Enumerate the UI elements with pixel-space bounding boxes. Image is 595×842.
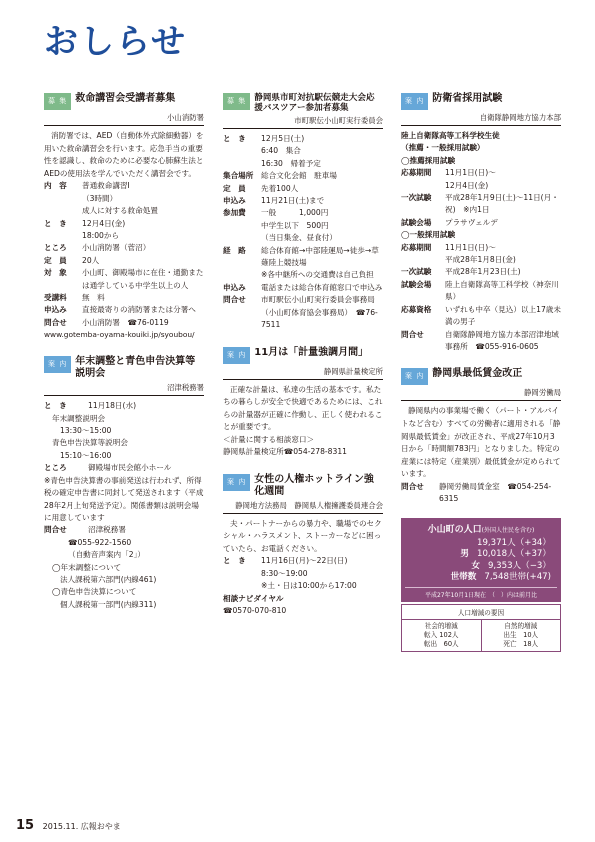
row-value: 中学生以下 500円 — [261, 220, 329, 230]
row-value: 一般 1,000円 — [261, 208, 329, 218]
row-value: 11月18日(水) — [88, 401, 137, 411]
detail-line: （自動音声案内「2」） — [68, 550, 145, 560]
detail-row — [401, 242, 561, 254]
notice-cpr-course — [44, 90, 204, 341]
row-label: 申込み — [223, 282, 246, 292]
row-value: 静岡労働局賃金室 ☎054-254-6315 — [439, 481, 552, 504]
page-number: 15 — [16, 818, 35, 833]
detail-row — [401, 254, 561, 266]
notice-title: 女性の人権ホットライン強化週間 — [254, 473, 374, 497]
row-value: （当日集金、昼食付） — [261, 233, 337, 243]
detail-row — [223, 555, 383, 567]
row-value: 11月1日(日)～ — [445, 242, 496, 252]
detail-rows — [223, 555, 383, 592]
detail-row — [44, 180, 204, 192]
notice-tax-briefing — [44, 353, 204, 611]
row-value: 沼津税務署 — [88, 525, 126, 535]
detail-line: ◯推薦採用試験 — [401, 155, 456, 165]
row-label: 参加費 — [223, 208, 246, 218]
row-label — [223, 145, 261, 157]
population-female — [405, 561, 557, 573]
row-value: プラサヴェルデ — [445, 217, 498, 227]
row-value: 御殿場市民会館小ホール — [88, 463, 172, 473]
row-label — [223, 220, 261, 232]
row-label: 応募期間 — [401, 242, 432, 252]
population-households — [405, 572, 557, 584]
row-value: 9,353人（−3） — [487, 560, 551, 571]
notice-title: 防衛省採用試験 — [432, 93, 503, 104]
organizer: 自衛隊静岡地方協力本部 — [401, 110, 561, 126]
row-value: 18:00から — [82, 231, 120, 240]
population-title-note: (外国人住民を含む) — [481, 526, 535, 534]
detail-row — [401, 481, 561, 506]
detail-row — [223, 207, 383, 219]
detail-row — [44, 524, 204, 536]
detail-row — [223, 568, 383, 580]
row-label — [223, 158, 261, 170]
detail-row — [223, 133, 383, 145]
row-label — [401, 180, 445, 192]
detail-rows — [223, 133, 383, 332]
row-value: 総合文化会館 駐車場 — [261, 171, 337, 181]
detail-rows — [401, 130, 561, 353]
row-value: 12月4日(金) — [445, 180, 489, 190]
row-value: 平成28年1月8日(金) — [445, 255, 516, 265]
move-out: 転出 60人 — [423, 639, 459, 648]
column-3 — [401, 90, 561, 652]
row-value: 8:30～19:00 — [261, 568, 308, 578]
notice-measurement-month — [223, 344, 383, 459]
detail-row — [44, 462, 204, 474]
row-key: 女 — [471, 560, 480, 571]
detail-row — [44, 193, 204, 205]
row-label — [223, 580, 261, 592]
detail-row — [223, 170, 383, 182]
row-value: 平成28年1月9日(土)～11日(月・祝) ※内1日 — [445, 193, 559, 215]
column-1 — [44, 90, 204, 623]
row-value: 11月16日(月)～22日(日) — [261, 556, 348, 566]
detail-row — [223, 269, 383, 281]
row-label — [223, 232, 261, 244]
row-value: ※各中継所への交通費は自己負担 — [261, 270, 374, 280]
hotline-number: ☎0570-070-810 — [223, 606, 287, 616]
row-value: ※土・日は10:00から17:00 — [261, 581, 357, 591]
row-value: 20人 — [82, 255, 100, 265]
detail-row — [223, 580, 383, 592]
hotline-label: 相談ナビダイヤル — [223, 593, 284, 603]
organizer: 静岡県計量検定所 — [223, 364, 383, 380]
detail-row — [401, 192, 561, 217]
row-value: いずれも中卒（見込）以上17歳未満の男子 — [445, 304, 561, 327]
detail-row — [223, 158, 383, 170]
organizer: 小山消防署 — [44, 110, 204, 126]
category-badge: 案 内 — [44, 356, 71, 373]
row-label: 集合場所 — [223, 171, 254, 181]
detail-row — [44, 304, 204, 316]
row-value: 11月1日(日)～ — [445, 168, 496, 178]
detail-row — [223, 183, 383, 195]
notice-title: 静岡県市町対抗駅伝競走大会応援バスツアー参加者募集 — [254, 93, 375, 113]
organizer: 静岡労働局 — [401, 385, 561, 401]
row-label: 一次試験 — [401, 267, 432, 277]
detail-line: 13:30～15:00 — [60, 426, 112, 436]
detail-line: 法人課税第六部門(内線461) — [60, 574, 157, 584]
page-footer — [16, 818, 121, 833]
row-value: 総合体育館→中部陸運局→徒歩→草薙陸上競技場 — [261, 245, 379, 268]
row-value: 11月21日(土)まで — [261, 196, 325, 206]
detail-row — [223, 294, 383, 331]
notice-body: 消防署では、AED（自動体外式除細動器）を用いた救命講習会を行います。応急手当の重要性を認識し、救命のために必要な心肺蘇生法とAEDの使用法を学んでいただく講習会です。 — [44, 131, 204, 178]
detail-line: ◯年末調整について — [52, 562, 122, 572]
detail-row — [401, 329, 561, 354]
notice-title: 11月は「計量強調月間」 — [254, 346, 369, 358]
row-value: 成人に対する救命処置 — [82, 206, 158, 216]
row-label — [223, 568, 261, 580]
detail-row — [401, 217, 561, 229]
detail-line: 陸上自衛隊高等工科学校生徒 — [401, 131, 500, 140]
detail-line: ☎055-922-1560 — [68, 537, 132, 547]
population-change-factors — [401, 604, 561, 652]
births: 出生 10人 — [503, 630, 539, 639]
detail-row — [44, 218, 204, 230]
row-label: 経 路 — [223, 245, 246, 255]
row-label: 対 象 — [44, 268, 67, 278]
row-label — [401, 254, 445, 266]
detail-row — [223, 232, 383, 244]
row-value: 12月4日(金) — [82, 218, 126, 228]
row-value: 19,371人（+34） — [477, 537, 551, 548]
row-label: 試験会場 — [401, 279, 432, 289]
consultation-label: ＜計量に関する相談窓口＞ — [223, 434, 315, 444]
row-label: 問合せ — [44, 317, 67, 327]
detail-row — [223, 282, 383, 294]
detail-row — [44, 292, 204, 304]
detail-line: ◯青色申告決算について — [52, 587, 137, 597]
row-label: と き — [44, 218, 67, 228]
deaths: 死亡 18人 — [503, 639, 539, 648]
row-label: 申込み — [223, 196, 246, 206]
row-label: 受講料 — [44, 293, 67, 303]
row-value: 小山消防署 ☎76-0119 — [82, 317, 169, 327]
category-badge: 案 内 — [223, 474, 250, 491]
row-value: 先着100人 — [261, 183, 299, 193]
row-value: 市町駅伝小山町実行委員会事務局（小山町体育協会事務局） ☎76-7511 — [261, 295, 378, 330]
category-badge: 募 集 — [44, 93, 71, 110]
social-title: 社会的増減 — [424, 621, 458, 630]
detail-row — [44, 255, 204, 267]
notice-defense-exam — [401, 90, 561, 353]
row-label — [223, 269, 261, 281]
page-title: おしらせ — [44, 22, 187, 62]
category-badge: 案 内 — [401, 368, 428, 385]
detail-line: 15:10～16:00 — [60, 450, 112, 460]
detail-row — [44, 205, 204, 217]
row-value: 自衛隊静岡地方協力本部沼津地域事務所 ☎055-916-0605 — [445, 329, 559, 351]
notice-minimum-wage — [401, 365, 561, 505]
consultation-contact: 静岡県計量検定所☎054-278-8311 — [223, 447, 348, 457]
organizer: 市町駅伝小山町実行委員会 — [223, 113, 383, 129]
row-label: 定 員 — [223, 183, 246, 193]
row-label: 申込み — [44, 305, 67, 315]
row-label — [44, 230, 82, 242]
row-value: 電話または総合体育館窓口で申込み — [261, 282, 383, 292]
column-2 — [223, 90, 383, 630]
notice-title: 年末調整と青色申告決算等説明会 — [75, 356, 196, 380]
detail-row — [44, 317, 204, 329]
row-label: 定 員 — [44, 255, 67, 265]
row-value: （3時間） — [82, 193, 118, 203]
row-key: 世帯数 — [450, 572, 477, 583]
website-link[interactable]: www.gotemba-oyama-kouiki.jp/syoubou/ — [44, 330, 195, 340]
detail-row — [401, 304, 561, 329]
social-change — [402, 620, 481, 651]
detail-line: ◯一般採用試験 — [401, 230, 456, 240]
row-label: 問合せ — [401, 481, 424, 491]
row-label — [44, 193, 82, 205]
notice-body: 正確な計量は、私達の生活の基本です。私たちの暮らしが安全で快適であるためには、これらの計量器が正確に作動し、正しく使われることが重要です。 — [223, 384, 383, 432]
detail-row — [401, 167, 561, 179]
population-title-text: 小山町の人口 — [427, 524, 482, 535]
category-badge: 案 内 — [223, 347, 250, 364]
notice-body: 静岡県内の事業場で働く（パート・アルバイトなど含む）すべての労働者に適用される「静岡県最低賃金」が改正され、平成27年10月3日から「時間額783円」となりました。特定の産業には特定（産業別）最低賃金が定められています。 — [401, 406, 561, 479]
detail-row — [44, 400, 204, 412]
issue-label: 2015.11. 広報おやま — [42, 822, 121, 831]
row-label: と き — [44, 401, 67, 411]
category-badge: 募 集 — [223, 93, 250, 110]
row-label: 応募資格 — [401, 304, 432, 314]
row-value: 10,018人（+37） — [477, 549, 551, 560]
row-label: と き — [223, 134, 246, 143]
detail-row — [401, 180, 561, 192]
move-in: 転入 102人 — [424, 630, 459, 639]
detail-row — [223, 220, 383, 232]
row-label: 一次試験 — [401, 193, 432, 203]
row-value: 直接最寄りの消防署または分署へ — [82, 305, 196, 315]
change-title: 人口増減の要因 — [402, 605, 560, 620]
row-label: と き — [223, 556, 246, 566]
row-value: 小山消防署（菅沼） — [82, 243, 151, 253]
notice-body: 夫・パートナーからの暴力や、職場でのセクシャル・ハラスメント、ストーカーなどに困っていたら、お電話ください。 — [223, 518, 382, 553]
population-note: 平成27年10月1日現在 （ ）内は前月比 — [405, 587, 557, 599]
notice-women-hotline — [223, 471, 383, 618]
detail-row — [401, 279, 561, 304]
row-value: 平成28年1月23日(土) — [445, 267, 521, 277]
detail-line: 青色申告決算等説明会 — [52, 438, 128, 448]
natural-title: 自然的増減 — [504, 621, 538, 630]
row-label: ところ — [44, 463, 67, 473]
detail-line: 年末調整説明会 — [52, 413, 106, 423]
row-value: 12月5日(土) — [261, 134, 305, 143]
row-value: 普通救命講習Ⅰ — [82, 181, 130, 191]
detail-rows — [44, 180, 204, 329]
detail-row — [44, 267, 204, 292]
row-value: 小山町、御殿場市に在住・通勤または通学している中学生以上の人 — [82, 268, 204, 290]
row-label: 問合せ — [44, 525, 67, 535]
row-label: 問合せ — [401, 329, 424, 339]
detail-rows — [44, 400, 204, 611]
row-label: 問合せ — [223, 295, 246, 305]
detail-row — [223, 245, 383, 270]
row-value: 陸上自衛隊高等工科学校（神奈川県） — [445, 279, 559, 302]
organizer: 静岡地方法務局 静岡県人権擁護委員連合会 — [223, 498, 383, 514]
row-value: 7,548世帯(+47) — [484, 572, 551, 583]
row-label: ところ — [44, 243, 67, 253]
category-badge: 案 内 — [401, 93, 428, 110]
detail-line: 個人課税第一部門(内線311) — [60, 599, 157, 609]
row-label: 応募期間 — [401, 168, 432, 178]
detail-line: ※青色申告決算書の事前発送は行われず、所得税の確定申告書に同封して発送されます（平成28年2月上旬発送予定）。関係書類は説明会場に用意しています — [44, 475, 204, 522]
detail-rows — [401, 481, 561, 506]
population-male — [405, 549, 557, 561]
notice-title: 救命講習会受講者募集 — [75, 93, 176, 104]
organizer: 沼津税務署 — [44, 380, 204, 396]
row-value: 16:30 帰着予定 — [261, 158, 321, 168]
row-value: 6:40 集合 — [261, 146, 301, 156]
notice-ekiden-bus-tour — [223, 90, 383, 332]
notice-title: 静岡県最低賃金改正 — [432, 368, 523, 380]
population-title — [405, 522, 557, 538]
detail-row — [44, 242, 204, 254]
row-label: 試験会場 — [401, 217, 432, 227]
row-label — [44, 205, 82, 217]
natural-change — [481, 620, 561, 651]
row-label: 内 容 — [44, 181, 67, 191]
population-box — [401, 518, 561, 602]
detail-row — [401, 266, 561, 278]
row-key: 男 — [460, 549, 469, 560]
detail-line: （推薦・一般採用試験） — [401, 143, 485, 153]
detail-row — [44, 230, 204, 242]
row-value: 無 料 — [82, 293, 105, 303]
detail-row — [223, 195, 383, 207]
detail-row — [223, 145, 383, 157]
population-total — [405, 538, 557, 550]
